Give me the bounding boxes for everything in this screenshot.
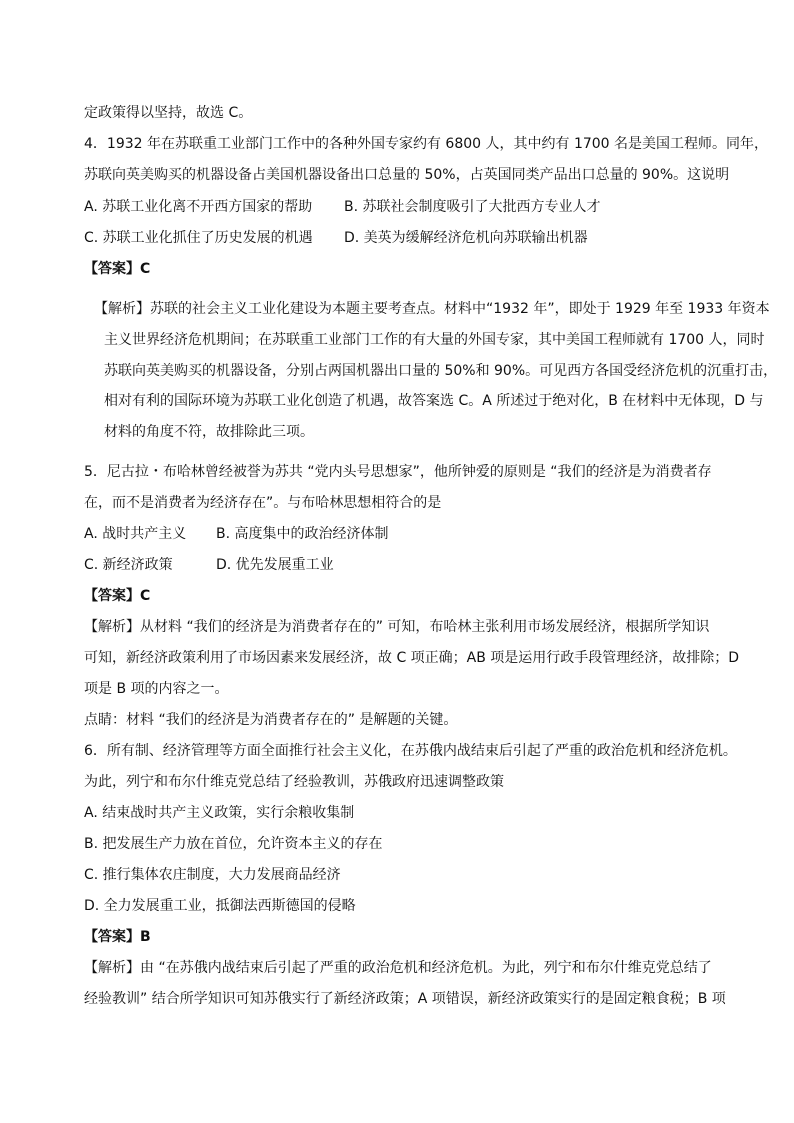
question-6-stem: 6．所有制、经济管理等方面全面推行社会主义化，在苏俄内战结束后引起了严重的政治危机和经济危机。 <box>84 743 737 759</box>
text-line: 为此，列宁和布尔什维克党总结了经验教训，苏俄政府迅速调整政策 <box>84 774 504 790</box>
option-a: A. 结束战时共产主义政策，实行余粮收集制 <box>84 805 355 821</box>
analysis-text: 可知，新经济政策利用了市场因素来发展经济，故 C 项正确；AB 项是运用行政手段管理经济，故排除；D <box>84 650 740 666</box>
option-d: D. 全力发展重工业，抵御法西斯德国的侵略 <box>84 898 356 914</box>
option-b: B. 苏联社会制度吸引了大批西方专业人才 <box>344 199 601 215</box>
option-b: B. 把发展生产力放在首位，允许资本主义的存在 <box>84 836 383 852</box>
analysis-text: 经验教训” 结合所学知识可知苏俄实行了新经济政策；A 项错误，新经济政策实行的是固定粮食税；B 项 <box>84 991 726 1007</box>
option-d: D. 美英为缓解经济危机向苏联输出机器 <box>344 230 588 246</box>
option-b: B. 高度集中的政治经济体制 <box>216 526 389 542</box>
option-d: D. 优先发展重工业 <box>216 557 334 573</box>
text-line: 定政策得以坚持，故选 C。 <box>84 105 253 121</box>
analysis-text: 材料的角度不符，故排除此三项。 <box>104 424 314 440</box>
answer-label: 【答案】C <box>84 261 151 277</box>
answer-label: 【答案】C <box>84 588 151 604</box>
analysis-text: 【解析】苏联的社会主义工业化建设为本题主要考查点。材料中“1932 年”，即处于 1929 年至 1933 年资本 <box>94 301 770 317</box>
analysis-text: 【解析】从材料 “我们的经济是为消费者存在的” 可知，布哈林主张利用市场发展经济，根据所学知识 <box>84 619 710 635</box>
analysis-text: 【解析】由 “在苏俄内战结束后引起了严重的政治危机和经济危机。为此，列宁和布尔什维克党总结了 <box>84 960 712 976</box>
analysis-text: 相对有利的国际环境为苏联工业化创造了机遇，故答案选 C。A 所述过于绝对化，B 在材料中无体现，D 与 <box>104 393 764 409</box>
text-line: 在，而不是消费者为经济存在”。与布哈林思想相符合的是 <box>84 495 442 511</box>
analysis-text: 苏联向英美购买的机器设备，分别占两国机器出口量的 50%和 90%。可见西方各国受经济危机的沉重打击， <box>104 363 778 379</box>
analysis-text: 主义世界经济危机期间；在苏联重工业部门工作的有大量的外国专家，其中美国工程师就有 1700 人，同时 <box>104 332 765 348</box>
analysis-text: 项是 B 项的内容之一。 <box>84 681 229 697</box>
text-line: 苏联向英美购买的机器设备占美国机器设备出口总量的 50%，占英国同类产品出口总量的 90%。这说明 <box>84 167 730 183</box>
question-5-stem: 5．尼古拉・布哈林曾经被誉为苏共 “党内头号思想家”，他所钟爱的原则是 “我们的经济是为消费者存 <box>84 464 712 480</box>
question-4-stem: 4．1932 年在苏联重工业部门工作中的各种外国专家约有 6800 人，其中约有 1700 名是美国工程师。同年， <box>84 136 769 152</box>
key-point-note: 点睛：材料 “我们的经济是为消费者存在的” 是解题的关键。 <box>84 712 458 728</box>
option-a: A. 战时共产主义 <box>84 526 187 542</box>
option-a: A. 苏联工业化离不开西方国家的帮助 <box>84 199 313 215</box>
option-c: C. 苏联工业化抓住了历史发展的机遇 <box>84 230 313 246</box>
answer-label: 【答案】B <box>84 929 151 945</box>
option-c: C. 新经济政策 <box>84 557 173 573</box>
option-c: C. 推行集体农庄制度，大力发展商品经济 <box>84 867 341 883</box>
